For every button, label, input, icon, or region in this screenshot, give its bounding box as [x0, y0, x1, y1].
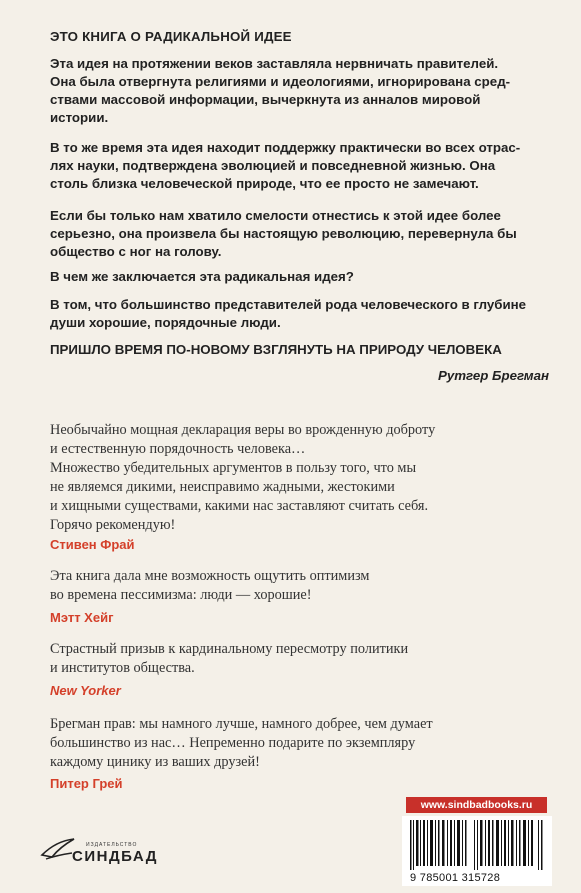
quote-line: Горячо рекомендую! [50, 517, 176, 533]
publisher-name: СИНДБАД [72, 848, 158, 865]
isbn-number: 9 785001 315728 [410, 872, 501, 884]
paragraph-line: общество с ног на голову. [50, 244, 222, 259]
website-label: www.sindbadbooks.ru [406, 797, 547, 813]
paragraph-3 [50, 207, 542, 261]
author-signature: Рутгер Брегман [437, 368, 549, 383]
quote-line: Эта книга дала мне возможность ощутить оптимизм [50, 568, 370, 584]
quote-1 [50, 421, 520, 535]
quote-line: каждому цинику из ваших друзей! [50, 754, 260, 770]
quote-line: Страстный призыв к кардинальному пересмотру политики [50, 641, 409, 657]
quote-2 [50, 567, 520, 605]
paragraph-line: Эта идея на протяжении веков заставляла нервничать правителей. [50, 56, 499, 71]
paragraph-line: Она была отвергнута религиями и идеологиями, игнорирована сред- [50, 74, 511, 89]
quote-3-source: New Yorker [50, 683, 121, 698]
quote-line: не являемся дикими, неисправимо жадными, жестокими [50, 479, 395, 495]
quote-4 [50, 715, 520, 772]
quote-line: и хищными существами, какими нас заставляют считать себя. [50, 498, 429, 514]
quote-line: во времена пессимизма: люди — хорошие! [50, 587, 312, 603]
paragraph-line: лях науки, подтверждена эволюцией и повседневной жизнью. Она [50, 158, 496, 173]
quote-line: Необычайно мощная декларация веры во врожденную доброту [50, 422, 436, 438]
quote-line: Брегман прав: мы намного лучше, намного добрее, чем думает [50, 716, 433, 732]
paragraph-line: серьезно, она произвела бы настоящую революцию, перевернула бы [50, 226, 517, 241]
paragraph-line: Если бы только нам хватило смелости отнестись к этой идее более [50, 208, 501, 223]
paragraph-line: В том, что большинство представителей рода человеческого в глубине [50, 297, 527, 312]
paragraph-2 [50, 139, 542, 193]
barcode-icon [402, 816, 552, 872]
paragraph-5 [50, 296, 542, 332]
paragraph-line: души хорошие, порядочные люди. [50, 315, 281, 330]
quote-line: и естественную порядочность человека… [50, 441, 306, 457]
quote-2-source: Мэтт Хейг [50, 610, 114, 625]
paragraph-line: ствами массовой информации, вычеркнута из анналов мировой [50, 92, 481, 107]
quote-4-source: Питер Грей [50, 776, 123, 791]
closing-line: ПРИШЛО ВРЕМЯ ПО-НОВОМУ ВЗГЛЯНУТЬ НА ПРИРОДУ ЧЕЛОВЕКА [50, 342, 502, 357]
paragraph-4 [50, 268, 542, 286]
cover-heading: ЭТО КНИГА О РАДИКАЛЬНОЙ ИДЕЕ [50, 29, 292, 44]
publisher-label: ИЗДАТЕЛЬСТВО [86, 842, 138, 848]
quote-3 [50, 640, 520, 678]
quote-line: большинство из нас… Непременно подарите по экземпляру [50, 735, 416, 751]
paragraph-line: столь близка человеческой природе, что ее просто не замечают. [50, 176, 479, 191]
quote-line: и институтов общества. [50, 660, 195, 676]
quote-line: Множество убедительных аргументов в пользу того, что мы [50, 460, 417, 476]
paragraph-line: истории. [50, 110, 109, 125]
paragraph-1 [50, 55, 542, 127]
paragraph-line: В чем же заключается эта радикальная идея? [50, 269, 354, 284]
paragraph-line: В то же время эта идея находит поддержку практически во всех отрас- [50, 140, 521, 155]
quote-1-source: Стивен Фрай [50, 537, 135, 552]
